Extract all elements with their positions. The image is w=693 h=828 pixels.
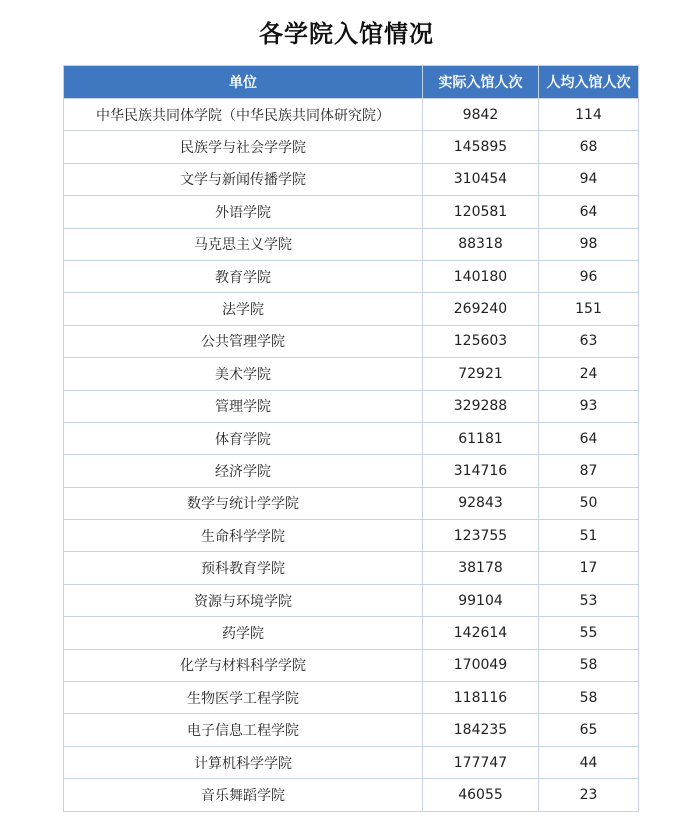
cell-actual-visits: 269240 xyxy=(423,293,539,325)
cell-actual-visits: 123755 xyxy=(423,520,539,552)
cell-actual-visits: 142614 xyxy=(423,617,539,649)
cell-actual-visits: 88318 xyxy=(423,228,539,260)
cell-per-capita-visits: 50 xyxy=(539,487,639,519)
cell-per-capita-visits: 64 xyxy=(539,422,639,454)
cell-unit: 马克思主义学院 xyxy=(64,228,423,260)
header-unit: 单位 xyxy=(64,66,423,99)
cell-unit: 化学与材料科学学院 xyxy=(64,649,423,681)
cell-unit: 公共管理学院 xyxy=(64,325,423,357)
cell-actual-visits: 92843 xyxy=(423,487,539,519)
cell-per-capita-visits: 68 xyxy=(539,131,639,163)
cell-unit: 药学院 xyxy=(64,617,423,649)
table-row xyxy=(64,99,639,131)
cell-per-capita-visits: 23 xyxy=(539,779,639,811)
table-row xyxy=(64,779,639,811)
page-title: 各学院入馆情况 xyxy=(259,20,434,48)
cell-actual-visits: 314716 xyxy=(423,455,539,487)
table-row xyxy=(64,358,639,390)
table-row xyxy=(64,163,639,195)
table-row xyxy=(64,196,639,228)
cell-unit: 体育学院 xyxy=(64,422,423,454)
cell-per-capita-visits: 87 xyxy=(539,455,639,487)
cell-actual-visits: 120581 xyxy=(423,196,539,228)
table-row xyxy=(64,746,639,778)
cell-per-capita-visits: 151 xyxy=(539,293,639,325)
cell-unit: 计算机科学学院 xyxy=(64,746,423,778)
cell-per-capita-visits: 53 xyxy=(539,584,639,616)
cell-actual-visits: 99104 xyxy=(423,584,539,616)
table-row xyxy=(64,487,639,519)
header-actual-visits: 实际入馆人次 xyxy=(423,66,539,99)
cell-unit: 预科教育学院 xyxy=(64,552,423,584)
cell-per-capita-visits: 93 xyxy=(539,390,639,422)
cell-actual-visits: 177747 xyxy=(423,746,539,778)
cell-unit: 音乐舞蹈学院 xyxy=(64,779,423,811)
cell-per-capita-visits: 114 xyxy=(539,99,639,131)
cell-per-capita-visits: 17 xyxy=(539,552,639,584)
cell-actual-visits: 9842 xyxy=(423,99,539,131)
cell-per-capita-visits: 96 xyxy=(539,260,639,292)
cell-per-capita-visits: 24 xyxy=(539,358,639,390)
cell-unit: 外语学院 xyxy=(64,196,423,228)
cell-actual-visits: 329288 xyxy=(423,390,539,422)
table-header-row xyxy=(64,66,639,99)
table-row xyxy=(64,617,639,649)
cell-per-capita-visits: 63 xyxy=(539,325,639,357)
cell-unit: 数学与统计学学院 xyxy=(64,487,423,519)
table-row xyxy=(64,325,639,357)
cell-per-capita-visits: 51 xyxy=(539,520,639,552)
table-row xyxy=(64,552,639,584)
cell-unit: 生命科学学院 xyxy=(64,520,423,552)
table-row xyxy=(64,682,639,714)
cell-per-capita-visits: 58 xyxy=(539,682,639,714)
cell-actual-visits: 310454 xyxy=(423,163,539,195)
cell-unit: 管理学院 xyxy=(64,390,423,422)
table-row xyxy=(64,714,639,746)
cell-actual-visits: 38178 xyxy=(423,552,539,584)
table-row xyxy=(64,390,639,422)
cell-unit: 民族学与社会学学院 xyxy=(64,131,423,163)
cell-unit: 美术学院 xyxy=(64,358,423,390)
cell-actual-visits: 170049 xyxy=(423,649,539,681)
cell-actual-visits: 46055 xyxy=(423,779,539,811)
header-per-capita-visits: 人均入馆人次 xyxy=(539,66,639,99)
cell-unit: 生物医学工程学院 xyxy=(64,682,423,714)
cell-per-capita-visits: 44 xyxy=(539,746,639,778)
table-body xyxy=(64,99,639,812)
cell-unit: 电子信息工程学院 xyxy=(64,714,423,746)
table-row xyxy=(64,228,639,260)
table-row xyxy=(64,520,639,552)
table-row xyxy=(64,584,639,616)
cell-actual-visits: 125603 xyxy=(423,325,539,357)
cell-actual-visits: 72921 xyxy=(423,358,539,390)
cell-actual-visits: 118116 xyxy=(423,682,539,714)
cell-unit: 教育学院 xyxy=(64,260,423,292)
cell-per-capita-visits: 58 xyxy=(539,649,639,681)
cell-per-capita-visits: 98 xyxy=(539,228,639,260)
cell-actual-visits: 61181 xyxy=(423,422,539,454)
table-row xyxy=(64,422,639,454)
cell-per-capita-visits: 64 xyxy=(539,196,639,228)
cell-per-capita-visits: 55 xyxy=(539,617,639,649)
cell-unit: 资源与环境学院 xyxy=(64,584,423,616)
cell-actual-visits: 184235 xyxy=(423,714,539,746)
cell-actual-visits: 140180 xyxy=(423,260,539,292)
cell-per-capita-visits: 94 xyxy=(539,163,639,195)
cell-per-capita-visits: 65 xyxy=(539,714,639,746)
table-row xyxy=(64,649,639,681)
cell-actual-visits: 145895 xyxy=(423,131,539,163)
cell-unit: 法学院 xyxy=(64,293,423,325)
cell-unit: 中华民族共同体学院（中华民族共同体研究院） xyxy=(64,99,423,131)
data-table xyxy=(63,65,639,812)
cell-unit: 文学与新闻传播学院 xyxy=(64,163,423,195)
table-row xyxy=(64,455,639,487)
table-row xyxy=(64,131,639,163)
table-row xyxy=(64,293,639,325)
cell-unit: 经济学院 xyxy=(64,455,423,487)
table-row xyxy=(64,260,639,292)
